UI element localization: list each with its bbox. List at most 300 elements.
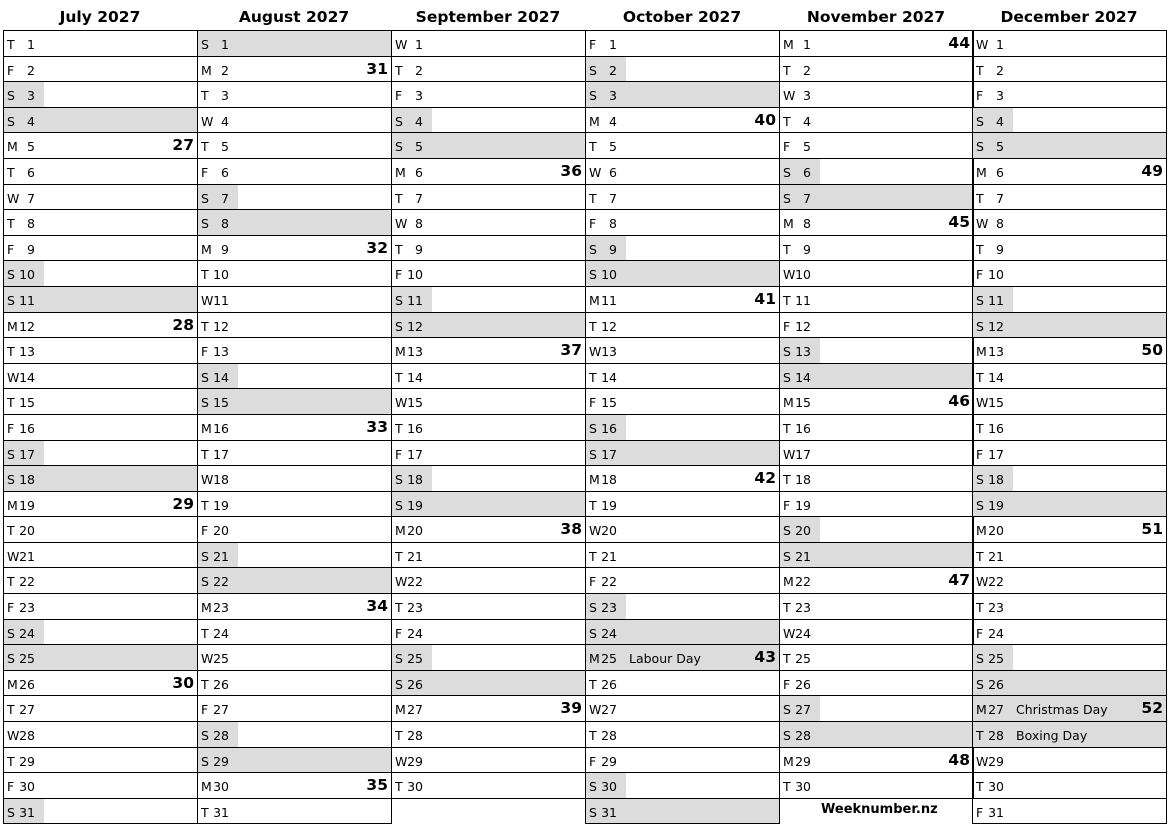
day-row <box>780 364 973 390</box>
day-number: 23 <box>407 600 423 616</box>
day-number: 10 <box>795 267 811 283</box>
day-number: 12 <box>19 318 35 334</box>
weekday-letter: T <box>201 88 209 104</box>
weekday-letter: W <box>783 88 796 104</box>
weekday-letter: S <box>783 702 791 718</box>
weekday-letter: T <box>395 600 403 616</box>
day-number: 18 <box>407 472 423 488</box>
day-row <box>780 517 973 543</box>
weekday-letter: F <box>201 164 209 180</box>
weekday-letter: S <box>7 446 15 462</box>
weekday-letter: W <box>395 37 408 52</box>
day-number: 16 <box>213 420 229 436</box>
day-number: 29 <box>988 753 1004 769</box>
day-row <box>780 722 973 748</box>
weekday-letter: S <box>201 548 209 564</box>
weekday-letter: M <box>201 420 212 436</box>
weekday-letter: S <box>589 420 597 436</box>
day-row <box>4 671 197 697</box>
weekday-letter: T <box>7 216 15 232</box>
day-row <box>198 773 391 799</box>
day-number: 7 <box>803 190 811 206</box>
day-row <box>780 594 973 620</box>
weekday-letter: S <box>783 164 791 180</box>
day-row <box>392 441 585 467</box>
weekday-letter: S <box>201 395 209 411</box>
day-row <box>586 568 779 594</box>
day-number: 31 <box>213 804 229 820</box>
day-number: 27 <box>988 702 1004 718</box>
weekday-letter: T <box>589 139 597 155</box>
day-number: 6 <box>27 164 35 180</box>
day-row <box>4 517 197 543</box>
weekday-letter: W <box>783 625 796 641</box>
day-row <box>198 185 391 211</box>
day-row <box>973 261 1166 287</box>
day-number: 26 <box>213 676 229 692</box>
day-number: 23 <box>988 600 1004 616</box>
weekday-letter: T <box>976 728 984 744</box>
day-row <box>392 30 585 57</box>
day-row <box>4 568 197 594</box>
weekday-letter: T <box>976 420 984 436</box>
weekday-letter: M <box>589 292 600 308</box>
week-number: 27 <box>172 136 194 155</box>
day-number: 2 <box>221 62 229 78</box>
weekday-letter: W <box>976 753 989 769</box>
weekday-letter: S <box>7 292 15 308</box>
weekday-letter: T <box>395 420 403 436</box>
month-title: July 2027 <box>59 8 141 26</box>
day-number: 22 <box>795 574 811 590</box>
day-row <box>198 799 391 825</box>
day-number: 30 <box>407 779 423 795</box>
day-row <box>4 364 197 390</box>
day-number: 9 <box>415 241 423 257</box>
weekday-letter: T <box>976 62 984 78</box>
weekday-letter: W <box>783 267 796 283</box>
day-row <box>198 748 391 774</box>
day-number: 8 <box>27 216 35 232</box>
day-number: 14 <box>795 369 811 385</box>
day-row <box>973 57 1166 83</box>
weekday-letter: T <box>589 497 597 513</box>
weekday-letter: F <box>589 37 597 52</box>
day-list <box>585 30 780 824</box>
month-title: September 2027 <box>415 8 561 26</box>
day-row <box>392 313 585 339</box>
day-number: 2 <box>996 62 1004 78</box>
weekday-letter: F <box>589 753 597 769</box>
weekday-letter: S <box>7 267 15 283</box>
weekday-letter: T <box>395 62 403 78</box>
weekday-letter: F <box>783 497 791 513</box>
weekday-letter: T <box>395 548 403 564</box>
day-number: 26 <box>795 676 811 692</box>
day-number: 18 <box>988 472 1004 488</box>
day-row <box>4 108 197 134</box>
day-number: 19 <box>19 497 35 513</box>
weekday-letter: T <box>589 369 597 385</box>
day-row <box>780 236 973 262</box>
day-number: 28 <box>988 728 1004 744</box>
day-number: 4 <box>803 113 811 129</box>
weekday-letter: T <box>783 241 791 257</box>
day-row <box>4 261 197 287</box>
weekday-letter: S <box>976 676 984 692</box>
week-number: 32 <box>366 238 388 257</box>
day-row <box>4 338 197 364</box>
day-number: 20 <box>407 523 423 539</box>
day-number: 5 <box>996 139 1004 155</box>
day-row <box>973 313 1166 339</box>
day-row <box>4 210 197 236</box>
day-row <box>586 671 779 697</box>
day-number: 17 <box>19 446 35 462</box>
day-row <box>586 645 779 671</box>
day-row <box>780 389 973 415</box>
day-number: 28 <box>407 728 423 744</box>
day-row <box>586 108 779 134</box>
week-number: 45 <box>948 213 970 232</box>
day-row <box>780 568 973 594</box>
day-number: 25 <box>19 651 35 667</box>
weekday-letter: W <box>976 216 989 232</box>
day-number: 30 <box>213 779 229 795</box>
day-row <box>780 620 973 646</box>
day-number: 21 <box>407 548 423 564</box>
day-list <box>3 30 198 824</box>
weekday-letter: M <box>589 651 600 667</box>
day-number: 15 <box>988 395 1004 411</box>
weekday-letter: T <box>783 113 791 129</box>
week-number: 51 <box>1141 520 1163 539</box>
day-row <box>780 287 973 313</box>
day-row <box>4 441 197 467</box>
day-row <box>392 108 585 134</box>
weekday-letter: S <box>783 344 791 360</box>
day-row <box>392 287 585 313</box>
day-row <box>4 773 197 799</box>
weekday-letter: T <box>976 779 984 795</box>
day-number: 14 <box>19 369 35 385</box>
day-row <box>973 466 1166 492</box>
day-row <box>392 568 585 594</box>
weekday-letter: W <box>395 216 408 232</box>
day-row <box>780 773 973 799</box>
weekday-letter: W <box>395 753 408 769</box>
weekday-letter: S <box>7 113 15 129</box>
weekday-letter: W <box>7 548 20 564</box>
day-number: 8 <box>221 216 229 232</box>
day-number: 4 <box>27 113 35 129</box>
day-number: 21 <box>213 548 229 564</box>
weekday-letter: M <box>7 318 18 334</box>
day-row <box>4 594 197 620</box>
day-row <box>973 441 1166 467</box>
day-number: 7 <box>221 190 229 206</box>
month-column <box>197 0 391 820</box>
weekday-letter: F <box>395 267 403 283</box>
day-row <box>198 338 391 364</box>
day-number: 31 <box>19 804 35 820</box>
day-number: 12 <box>795 318 811 334</box>
day-row <box>973 30 1166 57</box>
weekday-letter: S <box>395 139 403 155</box>
day-row <box>392 722 585 748</box>
weekday-letter: S <box>589 600 597 616</box>
day-row <box>973 620 1166 646</box>
weekday-letter: F <box>7 600 15 616</box>
day-number: 30 <box>795 779 811 795</box>
day-number: 24 <box>407 625 423 641</box>
day-number: 2 <box>27 62 35 78</box>
day-row <box>973 287 1166 313</box>
weekday-letter: M <box>7 497 18 513</box>
day-number: 12 <box>601 318 617 334</box>
weekday-letter: T <box>395 728 403 744</box>
weekday-letter: S <box>395 318 403 334</box>
day-number: 17 <box>213 446 229 462</box>
day-number: 18 <box>19 472 35 488</box>
weekday-letter: S <box>395 651 403 667</box>
day-row <box>973 108 1166 134</box>
weekday-letter: W <box>589 344 602 360</box>
weekday-letter: F <box>783 676 791 692</box>
day-number: 6 <box>415 164 423 180</box>
weekday-letter: T <box>976 600 984 616</box>
day-number: 20 <box>213 523 229 539</box>
day-number: 10 <box>407 267 423 283</box>
weekday-letter: W <box>201 292 214 308</box>
day-number: 1 <box>415 37 423 52</box>
day-row <box>198 543 391 569</box>
day-number: 4 <box>415 113 423 129</box>
day-row <box>198 57 391 83</box>
day-number: 3 <box>996 88 1004 104</box>
weekday-letter: T <box>7 753 15 769</box>
day-number: 22 <box>601 574 617 590</box>
day-row <box>586 748 779 774</box>
weekday-letter: F <box>976 88 984 104</box>
day-number: 24 <box>988 625 1004 641</box>
day-number: 16 <box>407 420 423 436</box>
day-row <box>586 287 779 313</box>
day-number: 14 <box>988 369 1004 385</box>
day-number: 23 <box>601 600 617 616</box>
day-row <box>198 517 391 543</box>
day-row <box>586 466 779 492</box>
weekday-letter: S <box>201 369 209 385</box>
day-row <box>198 236 391 262</box>
weekday-letter: T <box>7 702 15 718</box>
day-row <box>973 773 1166 799</box>
week-number: 41 <box>754 289 776 308</box>
day-number: 1 <box>221 37 229 52</box>
week-number: 48 <box>948 750 970 769</box>
day-number: 5 <box>221 139 229 155</box>
week-number: 46 <box>948 392 970 411</box>
weekday-letter: T <box>783 420 791 436</box>
weekday-letter: T <box>201 497 209 513</box>
day-number: 29 <box>795 753 811 769</box>
weekday-letter: F <box>976 267 984 283</box>
weekday-letter: T <box>395 369 403 385</box>
day-number: 16 <box>988 420 1004 436</box>
day-number: 19 <box>988 497 1004 513</box>
day-number: 22 <box>19 574 35 590</box>
weekday-letter: F <box>395 88 403 104</box>
day-row <box>973 133 1166 159</box>
weekday-letter: T <box>589 190 597 206</box>
day-number: 4 <box>609 113 617 129</box>
day-number: 1 <box>609 37 617 52</box>
day-row <box>586 210 779 236</box>
day-number: 14 <box>407 369 423 385</box>
weekday-letter: M <box>783 574 794 590</box>
weekday-letter: T <box>201 446 209 462</box>
day-row <box>586 441 779 467</box>
day-row <box>198 671 391 697</box>
day-row <box>586 364 779 390</box>
day-row <box>392 594 585 620</box>
day-row <box>392 748 585 774</box>
day-row <box>392 696 585 722</box>
day-row <box>780 671 973 697</box>
day-row <box>4 620 197 646</box>
day-row <box>392 492 585 518</box>
day-number: 8 <box>803 216 811 232</box>
day-row <box>586 773 779 799</box>
weekday-letter: M <box>395 523 406 539</box>
week-number: 36 <box>560 161 582 180</box>
day-row <box>4 543 197 569</box>
day-number: 10 <box>213 267 229 283</box>
weekday-letter: M <box>976 164 987 180</box>
day-number: 12 <box>213 318 229 334</box>
day-number: 3 <box>221 88 229 104</box>
day-row <box>4 133 197 159</box>
day-row <box>392 133 585 159</box>
day-row <box>4 799 197 825</box>
weekday-letter: S <box>7 804 15 820</box>
weekday-letter: M <box>976 344 987 360</box>
day-number: 24 <box>795 625 811 641</box>
day-row <box>780 543 973 569</box>
day-row <box>586 338 779 364</box>
day-list <box>972 30 1167 824</box>
day-row <box>198 645 391 671</box>
day-row <box>973 338 1166 364</box>
day-number: 21 <box>795 548 811 564</box>
weekday-letter: S <box>783 190 791 206</box>
week-number: 50 <box>1141 341 1163 360</box>
weekday-letter: M <box>201 600 212 616</box>
day-row <box>780 492 973 518</box>
day-number: 19 <box>213 497 229 513</box>
weekday-letter: W <box>7 190 20 206</box>
weekday-letter: T <box>783 600 791 616</box>
weekday-letter: S <box>395 472 403 488</box>
week-number: 28 <box>172 315 194 334</box>
weekday-letter: T <box>7 574 15 590</box>
weekday-letter: W <box>395 574 408 590</box>
week-number: 39 <box>560 699 582 718</box>
day-row <box>973 722 1166 748</box>
weekday-letter: W <box>589 164 602 180</box>
day-number: 4 <box>221 113 229 129</box>
day-number: 9 <box>609 241 617 257</box>
weekday-letter: T <box>395 190 403 206</box>
day-number: 6 <box>996 164 1004 180</box>
weekday-letter: F <box>7 420 15 436</box>
day-number: 9 <box>27 241 35 257</box>
weekday-letter: W <box>589 523 602 539</box>
weekday-letter: M <box>783 37 794 52</box>
day-row <box>586 492 779 518</box>
weekday-letter: T <box>783 472 791 488</box>
day-number: 15 <box>407 395 423 411</box>
day-number: 27 <box>795 702 811 718</box>
day-row <box>586 594 779 620</box>
day-number: 14 <box>213 369 229 385</box>
day-number: 11 <box>213 292 229 308</box>
day-number: 17 <box>407 446 423 462</box>
day-row <box>392 517 585 543</box>
day-row <box>973 364 1166 390</box>
day-number: 6 <box>609 164 617 180</box>
weekday-letter: F <box>395 446 403 462</box>
weekday-letter: F <box>976 446 984 462</box>
day-list <box>197 30 392 824</box>
day-row <box>198 159 391 185</box>
weekday-letter: F <box>201 523 209 539</box>
weekday-letter: W <box>976 37 989 52</box>
week-number: 33 <box>366 417 388 436</box>
weekday-letter: S <box>976 497 984 513</box>
day-number: 29 <box>19 753 35 769</box>
day-number: 20 <box>988 523 1004 539</box>
week-number: 38 <box>560 520 582 539</box>
weekday-letter: S <box>201 753 209 769</box>
day-number: 6 <box>221 164 229 180</box>
day-number: 13 <box>988 344 1004 360</box>
day-number: 16 <box>795 420 811 436</box>
day-number: 18 <box>795 472 811 488</box>
day-row <box>973 82 1166 108</box>
weekday-letter: M <box>201 779 212 795</box>
weekday-letter: T <box>7 164 15 180</box>
day-number: 31 <box>988 804 1004 820</box>
day-row <box>973 517 1166 543</box>
day-row <box>780 466 973 492</box>
day-number: 20 <box>601 523 617 539</box>
day-number: 30 <box>601 779 617 795</box>
day-row <box>586 517 779 543</box>
day-row <box>586 722 779 748</box>
day-number: 29 <box>601 753 617 769</box>
day-number: 29 <box>213 753 229 769</box>
day-number: 7 <box>996 190 1004 206</box>
holiday-label: Boxing Day <box>1016 728 1088 744</box>
weekday-letter: S <box>395 497 403 513</box>
weekday-letter: T <box>589 676 597 692</box>
weekday-letter: M <box>783 395 794 411</box>
weekday-letter: T <box>7 344 15 360</box>
day-row <box>392 645 585 671</box>
day-row <box>586 159 779 185</box>
day-number: 24 <box>601 625 617 641</box>
